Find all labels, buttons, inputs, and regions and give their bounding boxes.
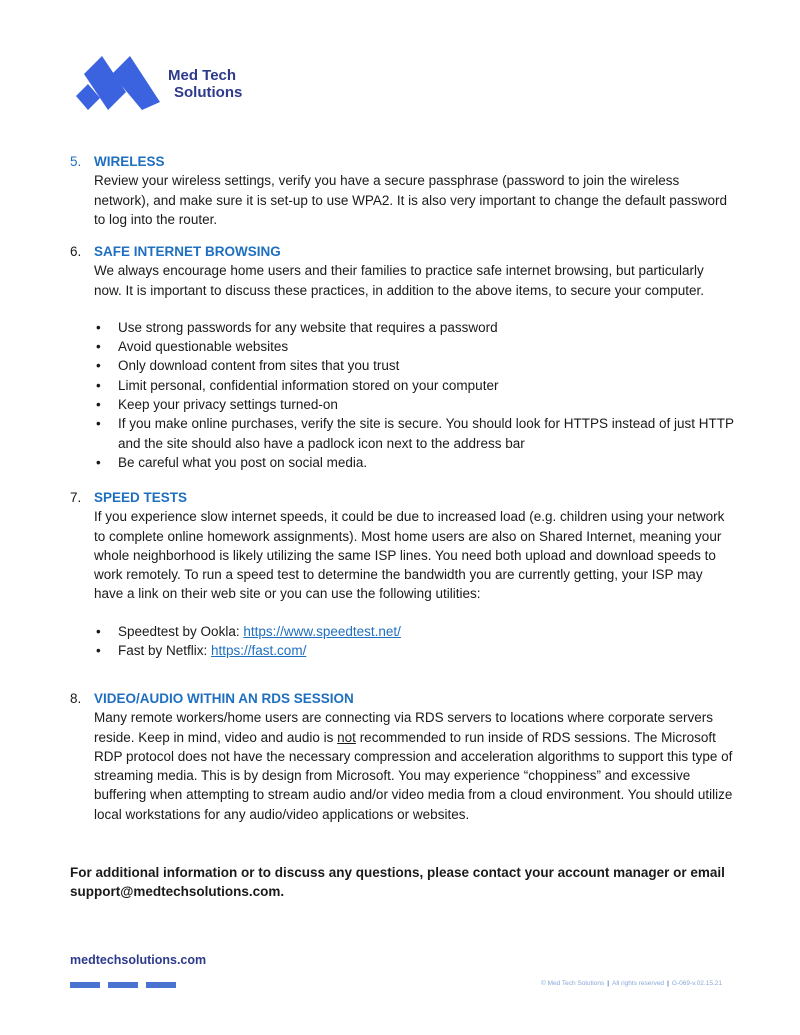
- section-rds-video-audio: [70, 689, 735, 824]
- bullet-icon: •: [96, 454, 101, 470]
- section-number: 6.: [70, 244, 82, 259]
- section-number: 8.: [70, 691, 82, 706]
- section-body: We always encourage home users and their families to practice safe internet browsing, but particularly now. It is important to discuss these practices, in addition to the above items, to secure your computer.: [94, 263, 705, 298]
- fast-com-link[interactable]: https://fast.com/: [211, 643, 307, 659]
- bullet-icon: •: [96, 397, 101, 413]
- section-body: Review your wireless settings, verify you have a secure passphrase (password to join the wireless network), and make sure it is set-up to use WPA2. It is also very important to change the default password to log into the router.: [94, 173, 728, 227]
- section-title: SAFE INTERNET BROWSING: [94, 244, 281, 259]
- list-item: [94, 622, 735, 641]
- section-body: Many remote workers/home users are connecting via RDS servers to locations where corporate servers reside. Keep in mind, video and audio is not recommended to run inside of RDS sessions. The Microsoft RDP protocol does not have the necessary compression and acceleration algorithms to support this type of streaming media. This is by design from Microsoft. You may experience “choppiness” and excessive buffering when attempting to stream audio and/or video media from a cloud environment. You should utilize local workstations for any audio/video applications or websites.: [94, 710, 733, 822]
- link-label: Fast by Netflix:: [118, 643, 212, 659]
- section-safe-browsing: [70, 242, 735, 472]
- logo-line-2: Solutions: [174, 84, 243, 101]
- section-wireless: [70, 152, 735, 229]
- link-label: Speedtest by Ookla:: [118, 623, 244, 639]
- bullet-icon: •: [96, 319, 101, 335]
- bullet-icon: •: [96, 358, 101, 374]
- list-item: • Be careful what you post on social media.: [94, 453, 735, 472]
- section-speed-tests: [70, 488, 735, 660]
- list-item: • If you make online purchases, verify the site is secure. You should look for HTTPS instead of just HTTP and the site should also have a padlock icon next to the address bar: [96, 416, 734, 451]
- list-item: • Only download content from sites that you trust: [94, 356, 735, 375]
- list-item: • Keep your privacy settings turned-on: [94, 395, 735, 414]
- emphasis-not: not: [337, 729, 356, 745]
- section-number: 5.: [70, 154, 82, 169]
- bullet-icon: •: [96, 377, 101, 393]
- footer-bar: [70, 982, 100, 988]
- bullet-icon: •: [96, 643, 101, 659]
- section-body: If you experience slow internet speeds, it could be due to increased load (e.g. children using your network to complete online homework assignments). Most home users are also on Shared Internet, meaning your whole neighborhood is likely utilizing the same ISP lines. You need both upload and download speeds to work remotely. To run a speed test to determine the bandwidth you are currently getting, your ISP may have a link on their web site or you can use the following utilities:: [94, 509, 725, 602]
- section-title: VIDEO/AUDIO WITHIN AN RDS SESSION: [94, 691, 354, 706]
- section-number: 7.: [70, 490, 82, 505]
- med-tech-logo-icon: [74, 52, 164, 110]
- link-list: [94, 622, 735, 661]
- bullet-list: [94, 318, 735, 472]
- footer-decoration: [70, 982, 176, 988]
- bullet-icon: •: [96, 416, 101, 432]
- company-logo: [74, 52, 254, 112]
- footer-bar: [146, 982, 176, 988]
- bullet-icon: •: [96, 623, 101, 639]
- speedtest-link[interactable]: https://www.speedtest.net/: [243, 623, 401, 639]
- list-item: • Limit personal, confidential information stored on your computer: [94, 376, 735, 395]
- section-title: WIRELESS: [94, 154, 165, 169]
- footer-bar: [108, 982, 138, 988]
- section-title: SPEED TESTS: [94, 490, 188, 505]
- logo-line-1: Med Tech: [168, 67, 237, 84]
- list-item: • Use strong passwords for any website that requires a password: [94, 318, 735, 337]
- footer-copyright: © Med Tech Solutions | All rights reserved | G-069-v.02.15.21: [540, 980, 722, 987]
- bullet-icon: •: [96, 339, 101, 355]
- list-item: • Avoid questionable websites: [94, 337, 735, 356]
- closing-note: For additional information or to discuss any questions, please contact your account manager or email support@medtechsolutions.com.: [70, 865, 725, 900]
- list-item: [94, 641, 735, 660]
- footer-website: medtechsolutions.com: [70, 953, 207, 967]
- logo-text: [168, 67, 242, 101]
